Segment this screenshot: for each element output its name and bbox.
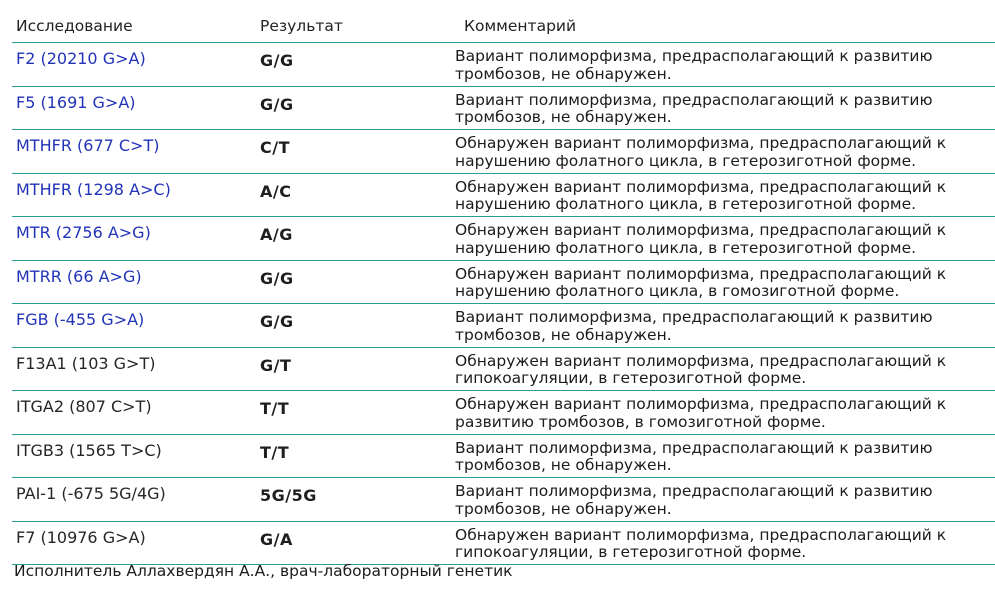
- test-result: T/T: [260, 399, 290, 418]
- header-test: Исследование: [16, 17, 133, 35]
- test-comment: Обнаружен вариант полиморфизма, предрасполагающий к нарушению фолатного цикла, в гетерозиготной форме.: [455, 134, 947, 170]
- test-name: PAI-1 (-675 5G/4G): [16, 484, 166, 503]
- test-name[interactable]: MTR (2756 A>G): [16, 223, 151, 242]
- table-row: [12, 43, 995, 87]
- test-name[interactable]: F5 (1691 G>A): [16, 92, 136, 112]
- test-comment: Вариант полиморфизма, предрасполагающий к развитию тромбозов, не обнаружен.: [455, 308, 933, 344]
- table-row: [12, 87, 995, 131]
- header-result: Результат: [260, 17, 343, 35]
- table-row: [12, 391, 995, 435]
- test-name: F7 (10976 G>A): [16, 527, 146, 547]
- table-body: [12, 43, 995, 565]
- test-comment: Вариант полиморфизма, предрасполагающий к развитию тромбозов, не обнаружен.: [455, 47, 933, 83]
- test-result: C/T: [260, 138, 290, 157]
- performer-signature: Исполнитель Аллахвердян А.А., врач-лабораторный генетик: [14, 562, 513, 580]
- test-name[interactable]: MTHFR (1298 A>C): [16, 179, 171, 199]
- table-row: [12, 174, 995, 218]
- test-result: G/G: [260, 94, 294, 114]
- test-name[interactable]: F2 (20210 G>A): [16, 49, 146, 68]
- table-row: [12, 130, 995, 174]
- test-result: 5G/5G: [260, 486, 317, 505]
- test-result: G/G: [260, 51, 294, 70]
- test-comment: Обнаружен вариант полиморфизма, предрасполагающий к гипокоагуляции, в гетерозиготной форме.: [455, 525, 947, 561]
- test-result: A/C: [260, 181, 292, 201]
- test-name[interactable]: FGB (-455 G>A): [16, 310, 145, 329]
- table-row: [12, 261, 995, 305]
- table-row: [12, 304, 995, 348]
- table-row: [12, 217, 995, 261]
- test-comment: Обнаружен вариант полиморфизма, предрасполагающий к нарушению фолатного цикла, в гетерозиготной форме.: [455, 221, 947, 257]
- test-result: G/A: [260, 529, 293, 549]
- test-result: T/T: [260, 442, 290, 462]
- genetic-test-report: [12, 14, 995, 565]
- table-row: [12, 348, 995, 392]
- test-comment: Вариант полиморфизма, предрасполагающий к развитию тромбозов, не обнаружен.: [455, 90, 933, 126]
- test-result: G/G: [260, 268, 294, 288]
- table-row: [12, 478, 995, 522]
- test-result: G/T: [260, 355, 292, 375]
- test-comment: Обнаружен вариант полиморфизма, предрасполагающий к гипокоагуляции, в гетерозиготной форме.: [455, 351, 947, 387]
- test-name: F13A1 (103 G>T): [16, 353, 156, 373]
- test-name[interactable]: MTRR (66 A>G): [16, 266, 142, 286]
- test-name[interactable]: MTHFR (677 C>T): [16, 136, 160, 155]
- test-name: ITGA2 (807 C>T): [16, 397, 152, 416]
- header-comment: Комментарий: [464, 17, 577, 35]
- test-comment: Вариант полиморфизма, предрасполагающий к развитию тромбозов, не обнаружен.: [455, 482, 933, 518]
- test-name: ITGB3 (1565 T>C): [16, 440, 162, 460]
- test-comment: Обнаружен вариант полиморфизма, предрасполагающий к нарушению фолатного цикла, в гетерозиготной форме.: [455, 177, 947, 213]
- test-comment: Вариант полиморфизма, предрасполагающий к развитию тромбозов, не обнаружен.: [455, 438, 933, 474]
- table-header: [12, 14, 995, 43]
- test-result: G/G: [260, 312, 294, 331]
- test-comment: Обнаружен вариант полиморфизма, предрасполагающий к нарушению фолатного цикла, в гомозиготной форме.: [455, 264, 947, 300]
- table-row: [12, 435, 995, 479]
- test-comment: Обнаружен вариант полиморфизма, предрасполагающий к развитию тромбозов, в гомозиготной форме.: [455, 395, 947, 431]
- test-result: A/G: [260, 225, 293, 244]
- table-row: [12, 522, 995, 566]
